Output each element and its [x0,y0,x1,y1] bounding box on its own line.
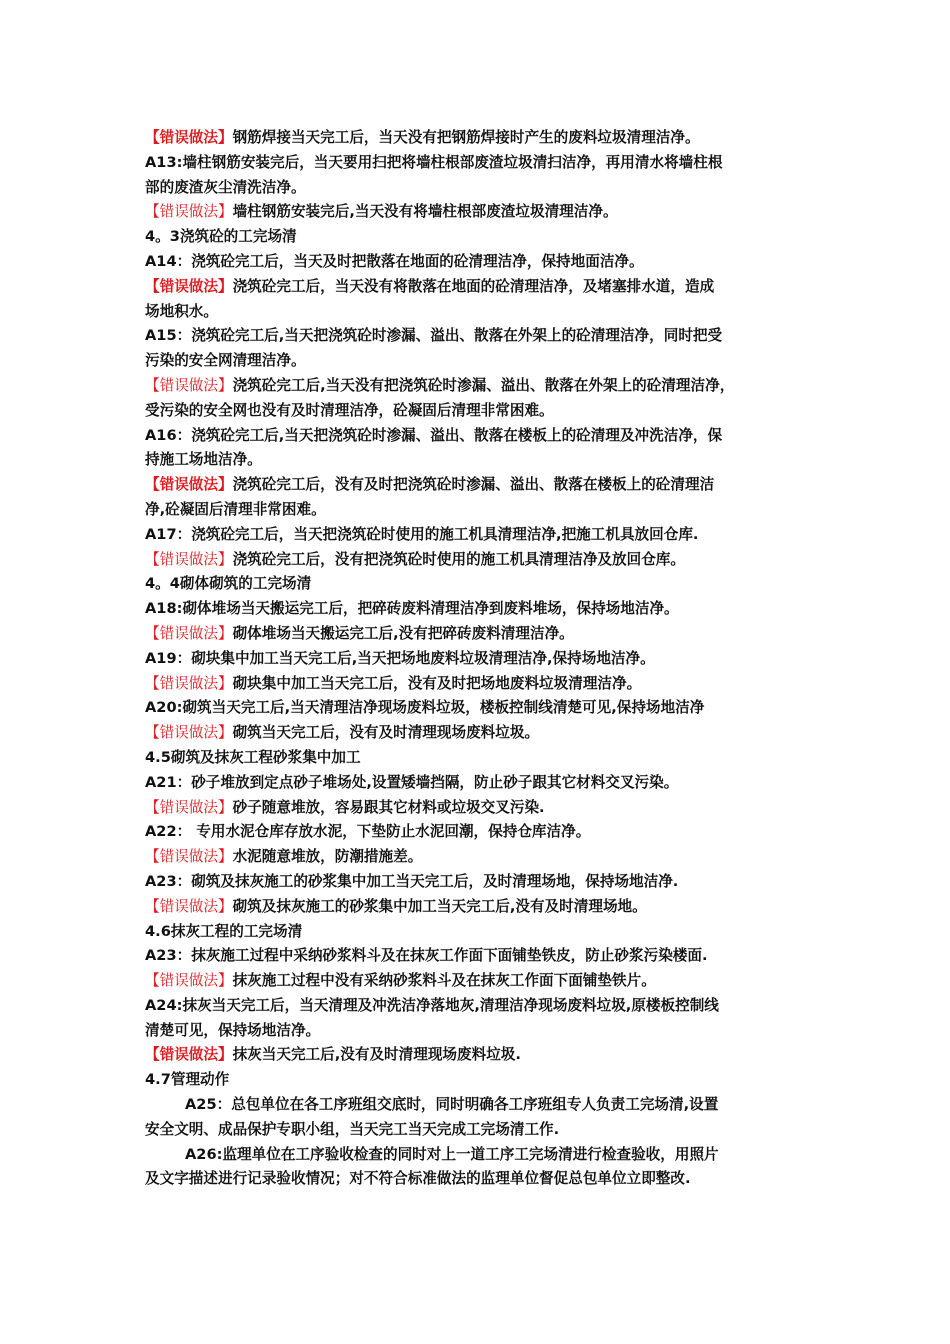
error-practice-line [145,721,815,746]
line-text: 清楚可见，保持场地洁净。 [145,1021,321,1039]
line-text: A13:墙柱钢筋安装完后，当天要用扫把将墙柱根部废渣垃圾清扫洁净，再用清水将墙柱根 [145,153,723,171]
text-line [145,1143,815,1168]
error-practice-line [145,200,815,225]
line-text: A25：总包单位在各工序班组交底时，同时明确各工序班组专人负责工完场清,设置 [185,1096,719,1114]
error-practice-line [145,622,815,647]
error-practice-tag: 【错误做法】 [145,129,233,146]
line-text: 场地积水。 [145,302,218,320]
text-line [145,572,815,597]
text-line [145,225,815,250]
error-practice-line [145,275,815,300]
line-text: 4。4砌体砌筑的工完场清 [145,575,312,593]
line-text: A18:砌体堆场当天搬运完工后，把碎砖废料清理洁净到废料堆场，保持场地洁净。 [145,600,679,618]
text-line [145,647,815,672]
line-text: 砂子随意堆放，容易跟其它材料或垃圾交叉污染. [232,798,545,816]
line-text: 水泥随意堆放，防潮措施差。 [232,848,423,866]
line-text: A23：砌筑及抹灰施工的砂浆集中加工当天完工后，及时清理场地，保持场地洁净. [145,872,679,890]
error-practice-line [145,672,815,697]
text-line [145,1093,815,1118]
line-text: 钢筋焊接当天完工后，当天没有把钢筋焊接时产生的废料垃圾清理洁净。 [232,129,700,146]
line-text: 浇筑砼完工后,当天没有把浇筑砼时渗漏、溢出、散落在外架上的砼清理洁净， [232,376,735,394]
line-text: A21：砂子堆放到定点砂子堆场处,设置矮墙挡隔，防止砂子跟其它材料交叉污染。 [145,773,679,791]
line-text: A22： 专用水泥仓库存放水泥，下垫防止水泥回潮，保持仓库洁净。 [145,823,591,841]
error-practice-line [145,796,815,821]
text-line [145,771,815,796]
line-text: 净,砼凝固后清理非常困难。 [145,500,326,518]
text-line [145,498,815,523]
error-practice-tag: 【错误做法】 [145,476,233,494]
text-line [145,1019,815,1044]
error-practice-tag: 【错误做法】 [145,550,233,568]
line-text: A24:抹灰当天完工后，当天清理及冲洗洁净落地灰,清理洁净现场废料垃圾,原楼板控制线 [145,996,719,1014]
line-text: A16：浇筑砼完工后,当天把浇筑砼时渗漏、溢出、散落在楼板上的砼清理及冲洗洁净，保 [145,426,723,444]
error-practice-tag: 【错误做法】 [145,1046,233,1064]
line-text: 4.6抹灰工程的工完场清 [145,922,303,940]
error-practice-line [145,845,815,870]
text-line [145,1068,815,1093]
error-practice-tag: 【错误做法】 [145,376,233,394]
line-text: 4.5砌筑及抹灰工程砂浆集中加工 [145,748,361,766]
line-text: 4。3浇筑砼的工完场清 [145,228,297,246]
line-text: 抹灰当天完工后,没有及时清理现场废料垃圾. [232,1046,521,1064]
error-practice-tag: 【错误做法】 [145,277,233,295]
line-text: A20:砌筑当天完工后,当天清理洁净现场废料垃圾，楼板控制线清楚可见,保持场地洁净 [145,699,705,717]
text-line [145,399,815,424]
line-text: A15：浇筑砼完工后,当天把浇筑砼时渗漏、溢出、散落在外架上的砼清理洁净，同时把受 [145,327,723,345]
text-line [145,424,815,449]
text-line [145,349,815,374]
text-line [145,324,815,349]
text-line [145,920,815,945]
line-text: A19：砌块集中加工当天完工后,当天把场地废料垃圾清理洁净,保持场地洁净。 [145,649,655,667]
line-text: 砌筑及抹灰施工的砂浆集中加工当天完工后,没有及时清理场地。 [232,897,647,915]
error-practice-tag: 【错误做法】 [145,848,233,866]
text-line [145,176,815,201]
line-text: 浇筑砼完工后，没有及时把浇筑砼时渗漏、溢出、散落在楼板上的砼清理洁 [232,476,715,494]
document-body [145,126,815,1192]
text-line [145,696,815,721]
line-text: 砌体堆场当天搬运完工后,没有把碎砖废料清理洁净。 [232,624,574,642]
line-text: 砌筑当天完工后，没有及时清理现场废料垃圾。 [232,724,540,742]
error-practice-line [145,374,815,399]
text-line [145,523,815,548]
line-text: 受污染的安全网也没有及时清理洁净，砼凝固后清理非常困难。 [145,401,554,419]
error-practice-tag: 【错误做法】 [145,972,233,990]
line-text: A26:监理单位在工序验收检查的同时对上一道工序工完场清进行检查验收，用照片 [185,1145,719,1163]
text-line [145,870,815,895]
line-text: 浇筑砼完工后，没有把浇筑砼时使用的施工机具清理洁净及放回仓库。 [232,550,685,568]
line-text: A17：浇筑砼完工后，当天把浇筑砼时使用的施工机具清理洁净,把施工机具放回仓库. [145,525,699,543]
line-text: 抹灰施工过程中没有采纳砂浆料斗及在抹灰工作面下面铺垫铁片。 [232,972,656,990]
line-text: 砌块集中加工当天完工后，没有及时把场地废料垃圾清理洁净。 [232,674,642,692]
error-practice-tag: 【错误做法】 [145,674,233,692]
text-line [145,1167,815,1192]
line-text: 安全文明、成品保护专职小组，当天完工当天完成工完场清工作. [145,1120,560,1138]
error-practice-tag: 【错误做法】 [145,798,233,816]
text-line [145,944,815,969]
text-line [145,597,815,622]
line-text: 浇筑砼完工后，当天没有将散落在地面的砼清理洁净，及堵塞排水道，造成 [232,277,715,295]
error-practice-line [145,548,815,573]
text-line [145,448,815,473]
error-practice-line [145,969,815,994]
text-line [145,151,815,176]
line-text: 部的废渣灰尘清洗洁净。 [145,178,306,196]
line-text: 4.7管理动作 [145,1071,230,1089]
line-text: 持施工场地洁净。 [145,451,262,469]
error-practice-tag: 【错误做法】 [145,897,233,915]
error-practice-tag: 【错误做法】 [145,624,233,642]
line-text: A23：抹灰施工过程中采纳砂浆料斗及在抹灰工作面下面铺垫铁皮，防止砂浆污染楼面. [145,947,708,965]
error-practice-line [145,473,815,498]
text-line [145,746,815,771]
error-practice-tag: 【错误做法】 [145,724,233,742]
error-practice-line [145,126,815,151]
text-line [145,994,815,1019]
error-practice-line [145,1043,815,1068]
text-line [145,1118,815,1143]
error-practice-tag: 【错误做法】 [145,203,233,221]
text-line [145,820,815,845]
error-practice-line [145,895,815,920]
text-line [145,300,815,325]
line-text: 墙柱钢筋安装完后,当天没有将墙柱根部废渣垃圾清理洁净。 [232,203,618,221]
text-line [145,250,815,275]
line-text: 污染的安全网清理洁净。 [145,352,306,370]
line-text: A14：浇筑砼完工后，当天及时把散落在地面的砼清理洁净，保持地面洁净。 [145,252,644,270]
line-text: 及文字描述进行记录验收情况；对不符合标准做法的监理单位督促总包单位立即整改. [145,1170,691,1188]
